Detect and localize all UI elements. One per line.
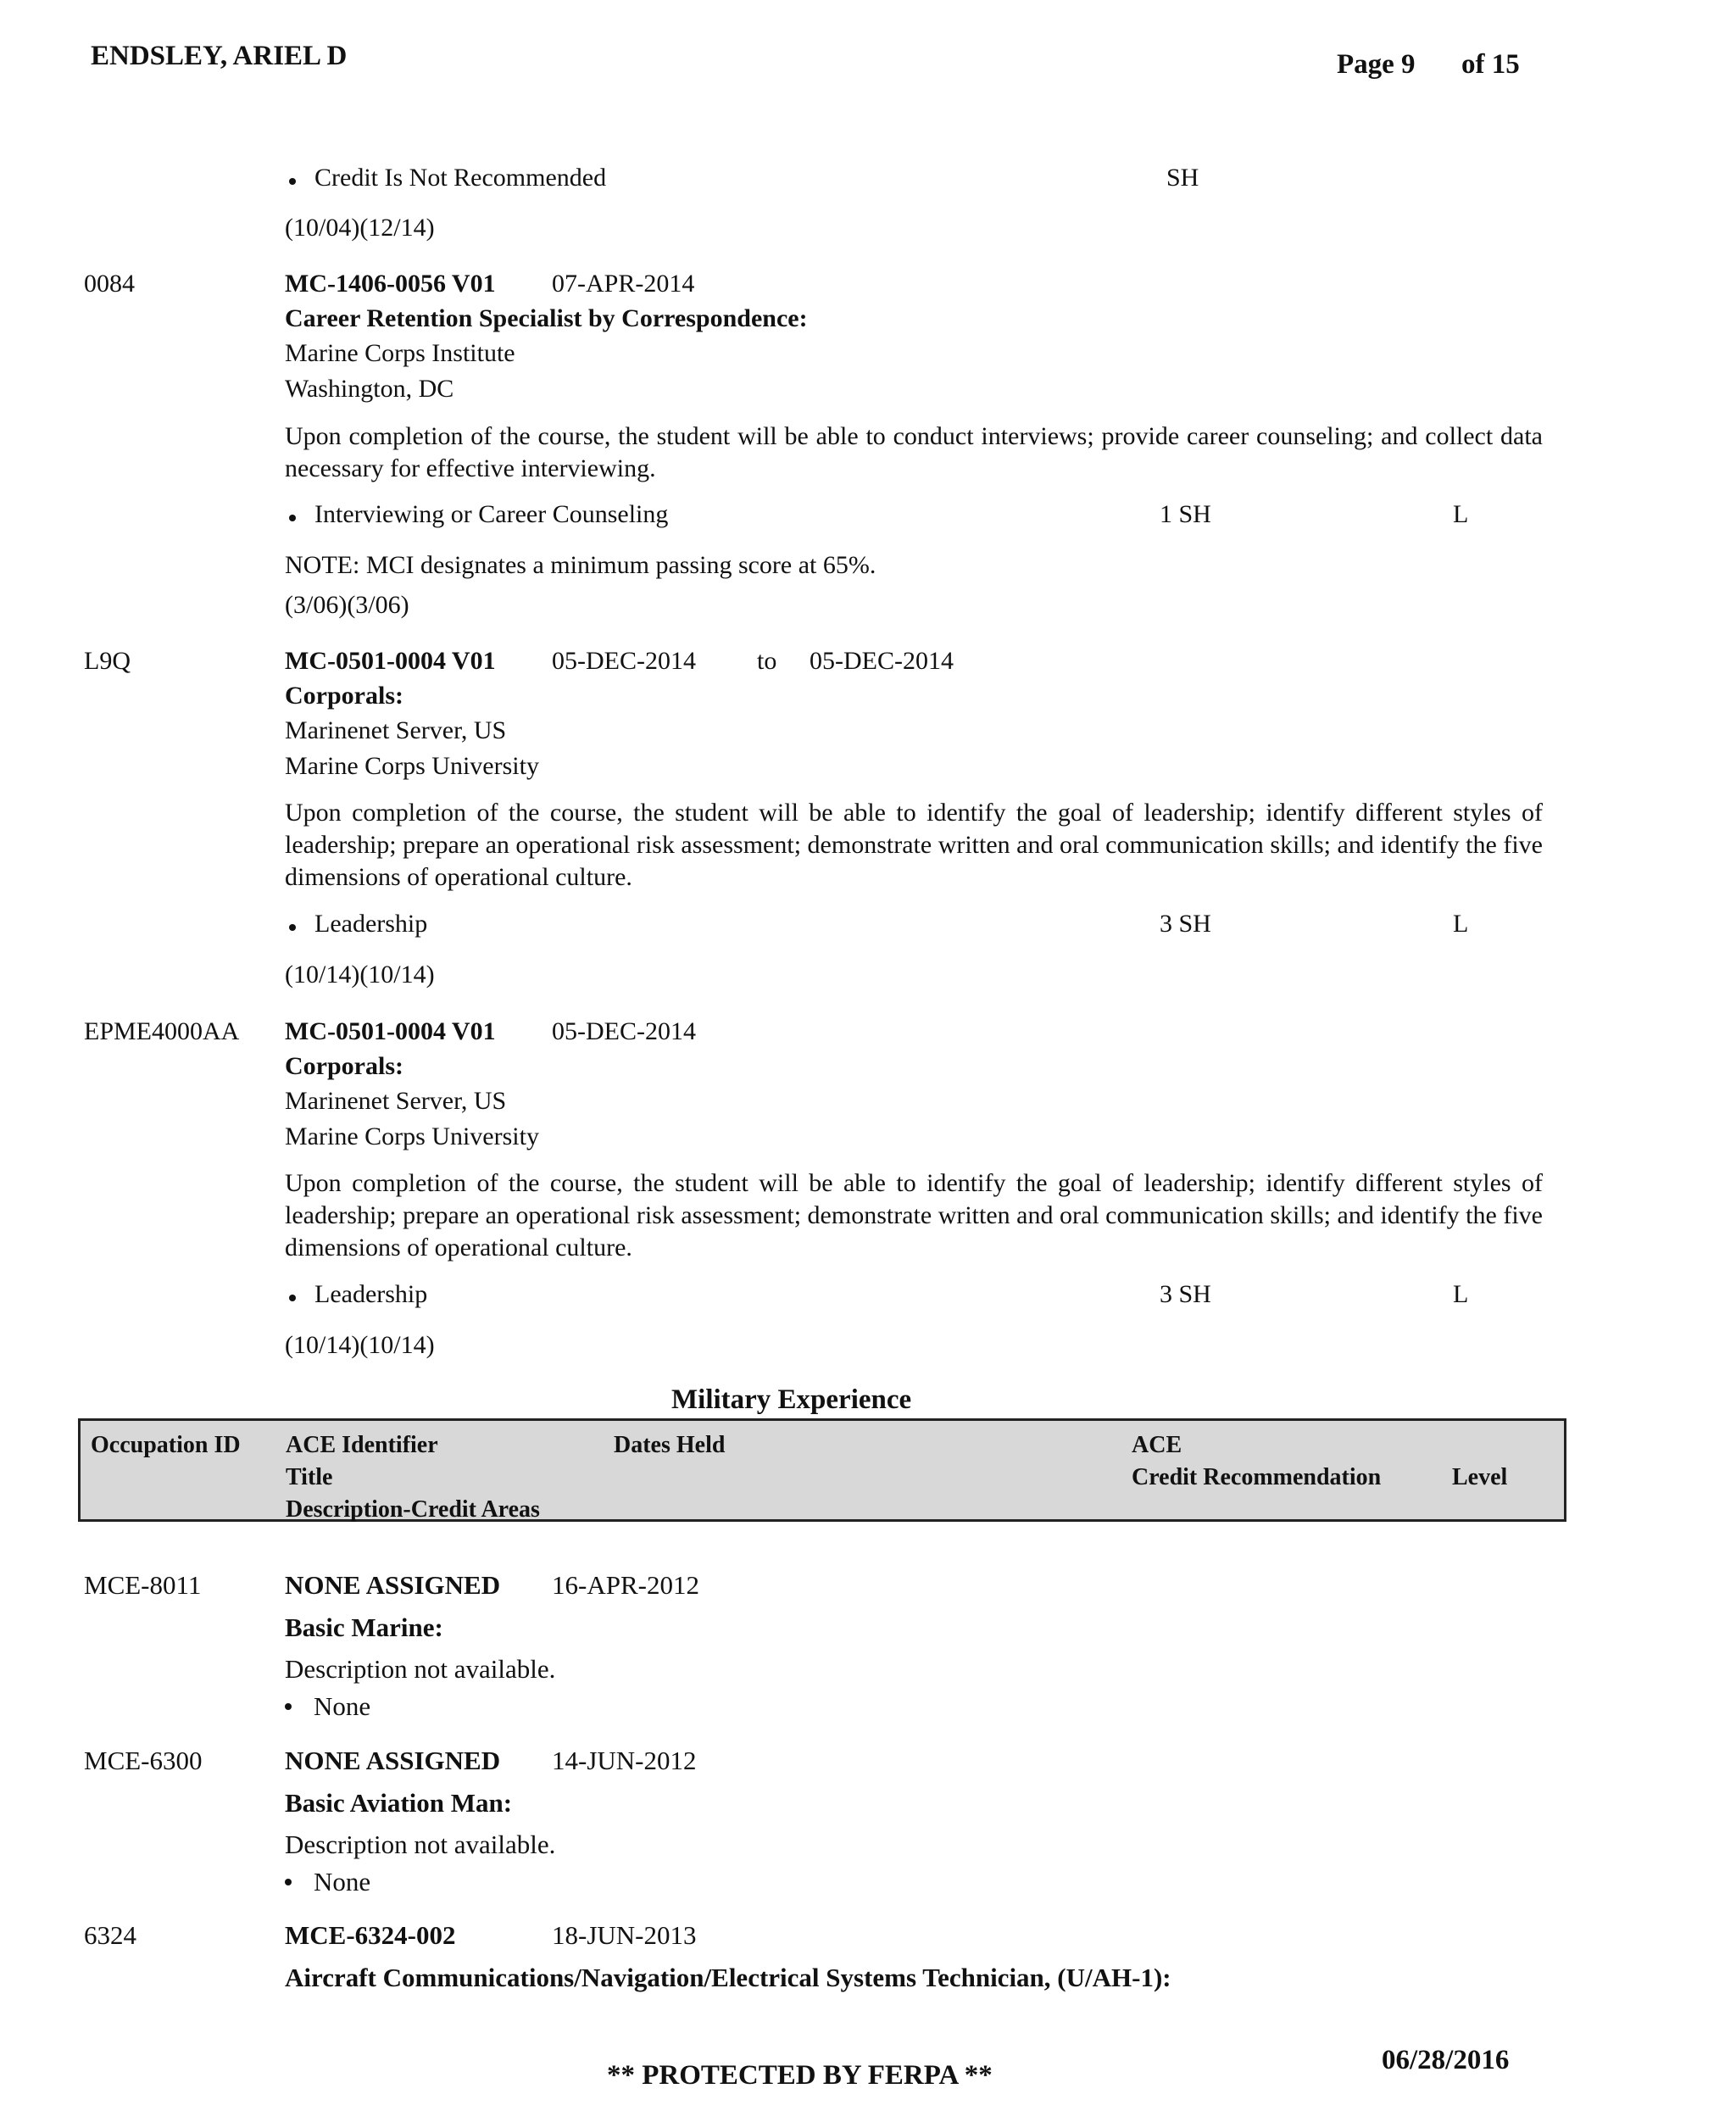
course-id: EPME4000AA (84, 1017, 240, 1045)
credit-hours: 3 SH (1160, 910, 1211, 938)
credit-hours: 1 SH (1160, 500, 1211, 528)
credit-level: L (1453, 910, 1469, 938)
course-title: Corporals: (285, 1052, 403, 1080)
ferpa-notice: ** PROTECTED BY FERPA ** (607, 2060, 993, 2091)
course-title: Corporals: (285, 682, 403, 710)
course-id: 0084 (84, 270, 135, 298)
course-title: Career Retention Specialist by Correspondence: (285, 304, 808, 332)
review-dates: (10/14)(10/14) (285, 961, 435, 989)
table-header (78, 1418, 1566, 1522)
course-date: 05-DEC-2014 (552, 1017, 696, 1045)
course-date: 05-DEC-2014 (552, 647, 696, 675)
review-dates: (10/04)(12/14) (285, 214, 435, 242)
section-title: Military Experience (671, 1384, 912, 1415)
credit-area: Leadership (314, 910, 428, 938)
column-header-occupation-id: Occupation ID (91, 1432, 241, 1458)
bullet-icon (289, 1295, 296, 1301)
occupation-title: Aircraft Communications/Navigation/Electrical Systems Technician, (U/AH-1): (285, 1963, 1171, 1992)
ace-identifier: NONE ASSIGNED (285, 1570, 501, 1600)
bullet-icon (285, 1703, 292, 1710)
review-dates: (3/06)(3/06) (285, 591, 409, 619)
course-location: Washington, DC (285, 375, 454, 403)
bullet-icon (289, 924, 296, 931)
course-description: Upon completion of the course, the student will be able to conduct interviews; provide career counseling; and collect data necessary for effective interviewing. (285, 422, 1543, 482)
credit-hours: 3 SH (1160, 1280, 1211, 1308)
bullet-icon (289, 178, 296, 185)
column-header-credit-recommendation: Credit Recommendation (1132, 1464, 1382, 1490)
ace-identifier: MC-0501-0004 V01 (285, 647, 496, 675)
course-location: Marinenet Server, US (285, 716, 507, 744)
column-header-title: Title (286, 1464, 333, 1490)
credit-area: Credit Is Not Recommended (314, 164, 607, 192)
dates-held: 14-JUN-2012 (552, 1746, 697, 1775)
occupation-id: 6324 (84, 1920, 136, 1950)
credit-level: L (1453, 500, 1469, 528)
column-header-level: Level (1452, 1464, 1508, 1490)
bullet-icon (285, 1879, 292, 1885)
course-location: Marine Corps University (285, 1122, 539, 1150)
dates-held: 18-JUN-2013 (552, 1920, 697, 1950)
credit-level: L (1453, 1280, 1469, 1308)
credit-area: None (314, 1691, 371, 1721)
ace-identifier: MC-1406-0056 V01 (285, 270, 496, 298)
occupation-description: Description not available. (285, 1830, 556, 1859)
occupation-title: Basic Marine: (285, 1612, 443, 1642)
course-date: 07-APR-2014 (552, 270, 695, 298)
column-header-description: Description-Credit Areas (286, 1496, 540, 1523)
bullet-icon (289, 515, 296, 521)
print-date: 06/28/2016 (1382, 2045, 1510, 2075)
review-dates: (10/14)(10/14) (285, 1331, 435, 1359)
credit-hours: SH (1166, 164, 1199, 192)
ace-identifier: MCE-6324-002 (285, 1920, 456, 1950)
credit-area: None (314, 1867, 371, 1896)
ace-identifier: MC-0501-0004 V01 (285, 1017, 496, 1045)
credit-area: Interviewing or Career Counseling (314, 500, 669, 528)
course-description: Upon completion of the course, the student will be able to identify the goal of leadership; identify different styles of leadership; prepare an operational risk assessment; demonstrate written and oral communication skills; and identify the five dimensions of operational culture. (285, 799, 1543, 891)
page-total: of 15 (1461, 49, 1520, 80)
student-name: ENDSLEY, ARIEL D (91, 41, 348, 71)
date-separator: to (757, 647, 777, 675)
occupation-id: MCE-6300 (84, 1746, 203, 1775)
column-header-ace-identifier: ACE Identifier (286, 1432, 438, 1458)
credit-area: Leadership (314, 1280, 428, 1308)
occupation-description: Description not available. (285, 1654, 556, 1684)
column-header-dates-held: Dates Held (614, 1432, 726, 1458)
occupation-title: Basic Aviation Man: (285, 1788, 513, 1818)
course-description: Upon completion of the course, the student will be able to identify the goal of leadership; identify different styles of leadership; prepare an operational risk assessment; demonstrate written and oral communication skills; and identify the five dimensions of operational culture. (285, 1169, 1543, 1262)
occupation-id: MCE-8011 (84, 1570, 202, 1600)
course-location: Marine Corps Institute (285, 339, 515, 367)
dates-held: 16-APR-2012 (552, 1570, 699, 1600)
ace-identifier: NONE ASSIGNED (285, 1746, 501, 1775)
course-location: Marine Corps University (285, 752, 539, 780)
course-note: NOTE: MCI designates a minimum passing score at 65%. (285, 551, 876, 579)
course-location: Marinenet Server, US (285, 1087, 507, 1115)
course-date-end: 05-DEC-2014 (810, 647, 954, 675)
course-id: L9Q (84, 647, 131, 675)
page-number: Page 9 (1337, 49, 1416, 80)
column-header-ace: ACE (1132, 1432, 1182, 1458)
